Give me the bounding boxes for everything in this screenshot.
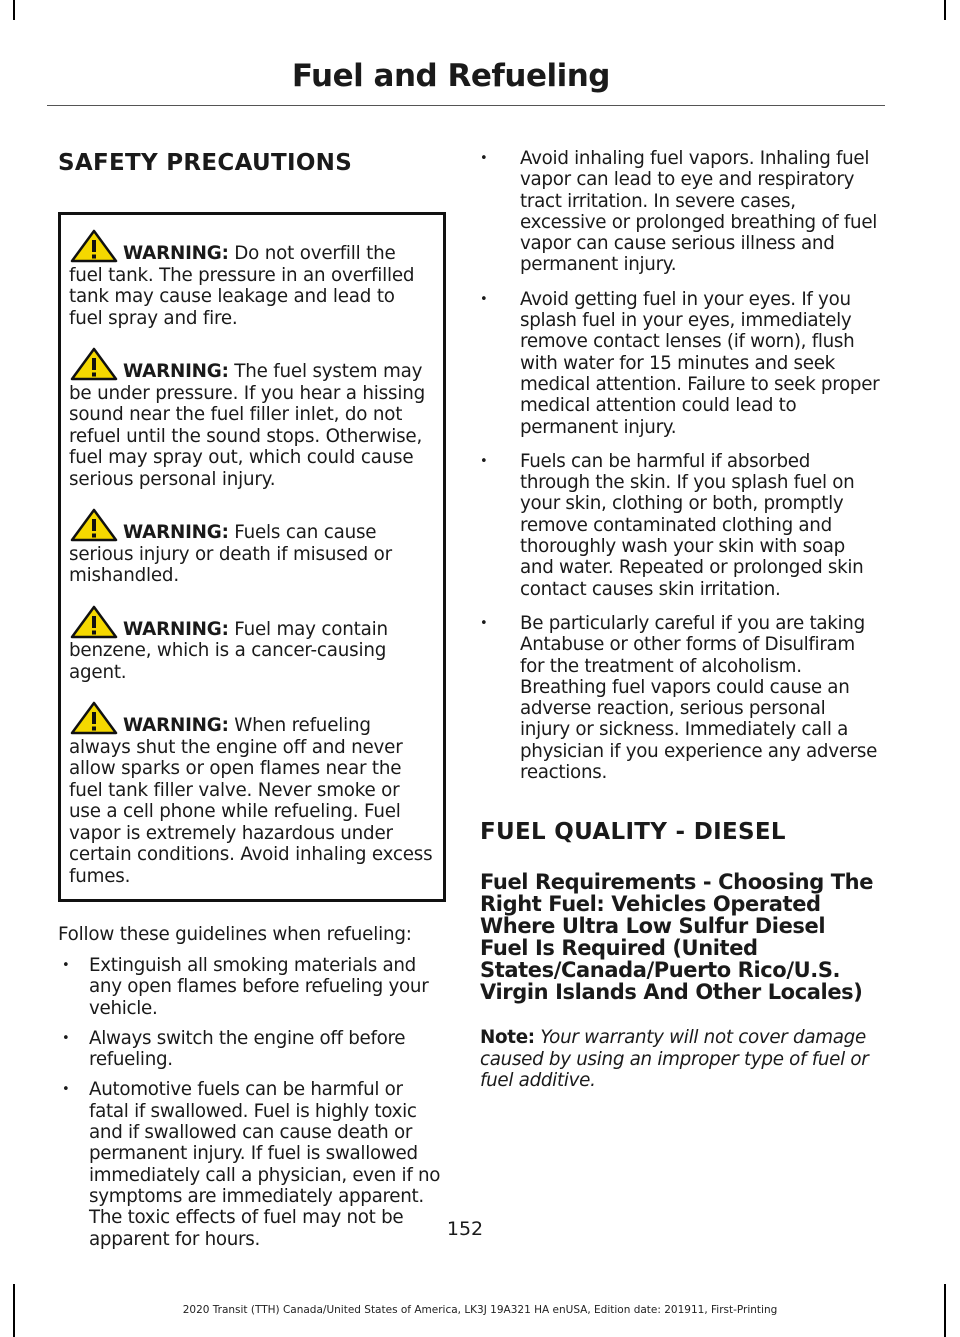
left-column	[58, 148, 446, 1259]
warning-label: WARNING:	[123, 522, 229, 543]
list-item: • Avoid getting fuel in your eyes. If you splash fuel in your eyes, immediately remove contact lenses (if worn), flush with water for 15 minutes and seek medical attention. Failure to seek proper medical attention could lead to permanent injury.	[480, 289, 880, 438]
note-paragraph	[480, 1027, 880, 1092]
right-column	[480, 148, 880, 1092]
header-divider	[47, 105, 885, 106]
footer-edition-info: 2020 Transit (TTH) Canada/United States of America, LK3J 19A321 HA enUSA, Edition date: 201911, First-Printing	[182, 1304, 778, 1316]
warning-triangle-icon	[69, 605, 119, 639]
warning-3	[69, 508, 433, 587]
note-label: Note:	[480, 1027, 535, 1049]
warning-4	[69, 605, 433, 684]
list-item: • Fuels can be harmful if absorbed through the skin. If you splash fuel on your skin, clothing or both, promptly remove contaminated clothing and thoroughly wash your skin with soap and water. Repeated or prolonged skin contact causes skin irritation.	[480, 451, 880, 600]
crop-mark-top-right	[944, 0, 946, 20]
list-item: • Always switch the engine off before refueling.	[58, 1028, 446, 1071]
section-heading-safety: SAFETY PRECAUTIONS	[58, 150, 353, 176]
section-heading-fuel-quality: FUEL QUALITY - DIESEL	[480, 819, 786, 846]
warning-text: The fuel system may be under pressure. If you hear a hissing sound near the fuel filler inlet, do not refuel until the sound stops. Otherwise, fuel may spray out, which could cause serious personal injury.	[69, 361, 426, 490]
warning-1	[69, 229, 433, 329]
warning-triangle-icon	[69, 229, 119, 263]
warning-label: WARNING:	[123, 243, 229, 264]
warning-box	[58, 212, 446, 902]
warning-label: WARNING:	[123, 361, 229, 382]
list-item: • Be particularly careful if you are taking Antabuse or other forms of Disulfiram for the treatment of alcoholism. Breathing fuel vapors could cause an adverse reaction, serious personal injury or sickness. Immediately call a physician if you experience any adverse reactions.	[480, 613, 880, 783]
list-item: • Extinguish all smoking materials and any open flames before refueling your vehicle.	[58, 955, 446, 1019]
warning-2	[69, 347, 433, 490]
note-text: Your warranty will not cover damage caused by using an improper type of fuel or fuel additive.	[480, 1027, 869, 1092]
warning-text: Fuels can cause serious injury or death if misused or mishandled.	[69, 522, 392, 586]
page-number: 152	[446, 1218, 484, 1240]
list-item: • Avoid inhaling fuel vapors. Inhaling fuel vapor can lead to eye and respiratory tract irritation. In severe cases, excessive or prolonged breathing of fuel vapor can cause serious illness and permanent injury.	[480, 148, 880, 276]
warning-label: WARNING:	[123, 715, 229, 736]
crop-mark-top-left	[13, 0, 15, 20]
intro-text: Follow these guidelines when refueling:	[58, 924, 412, 945]
page-header-title: Fuel and Refueling	[291, 58, 610, 94]
refueling-guidelines-list-continued	[480, 148, 880, 783]
warning-label: WARNING:	[123, 618, 229, 640]
warning-triangle-icon	[69, 508, 119, 542]
list-item: • Automotive fuels can be harmful or fatal if swallowed. Fuel is highly toxic and if swallowed can cause death or permanent injury. If fuel is swallowed immediately call a physician, even if no symptoms are immediately apparent. The toxic effects of fuel may not be apparent for hours.	[58, 1079, 446, 1249]
warning-text: Fuel may contain benzene, which is a cancer-causing agent.	[69, 618, 388, 683]
refueling-guidelines-list	[58, 955, 446, 1250]
warning-5	[69, 701, 433, 887]
warning-triangle-icon	[69, 701, 119, 735]
subsection-heading-fuel-requirements: Fuel Requirements - Choosing The Right Fuel: Vehicles Operated Where Ultra Low Sulfur Diesel Fuel Is Required (United States/Canada/Puerto Rico/U.S. Virgin Islands And Other Locales)	[480, 870, 874, 1005]
warning-text: Do not overfill the fuel tank. The pressure in an overfilled tank may cause leakage and lead to fuel spray and fire.	[69, 243, 415, 329]
warning-text: When refueling always shut the engine off and never allow sparks or open flames near the fuel tank filler valve. Never smoke or use a cell phone while refueling. Fuel vapor is extremely hazardous under certain conditions. Avoid inhaling excess fumes.	[69, 715, 433, 887]
warning-triangle-icon	[69, 347, 119, 381]
